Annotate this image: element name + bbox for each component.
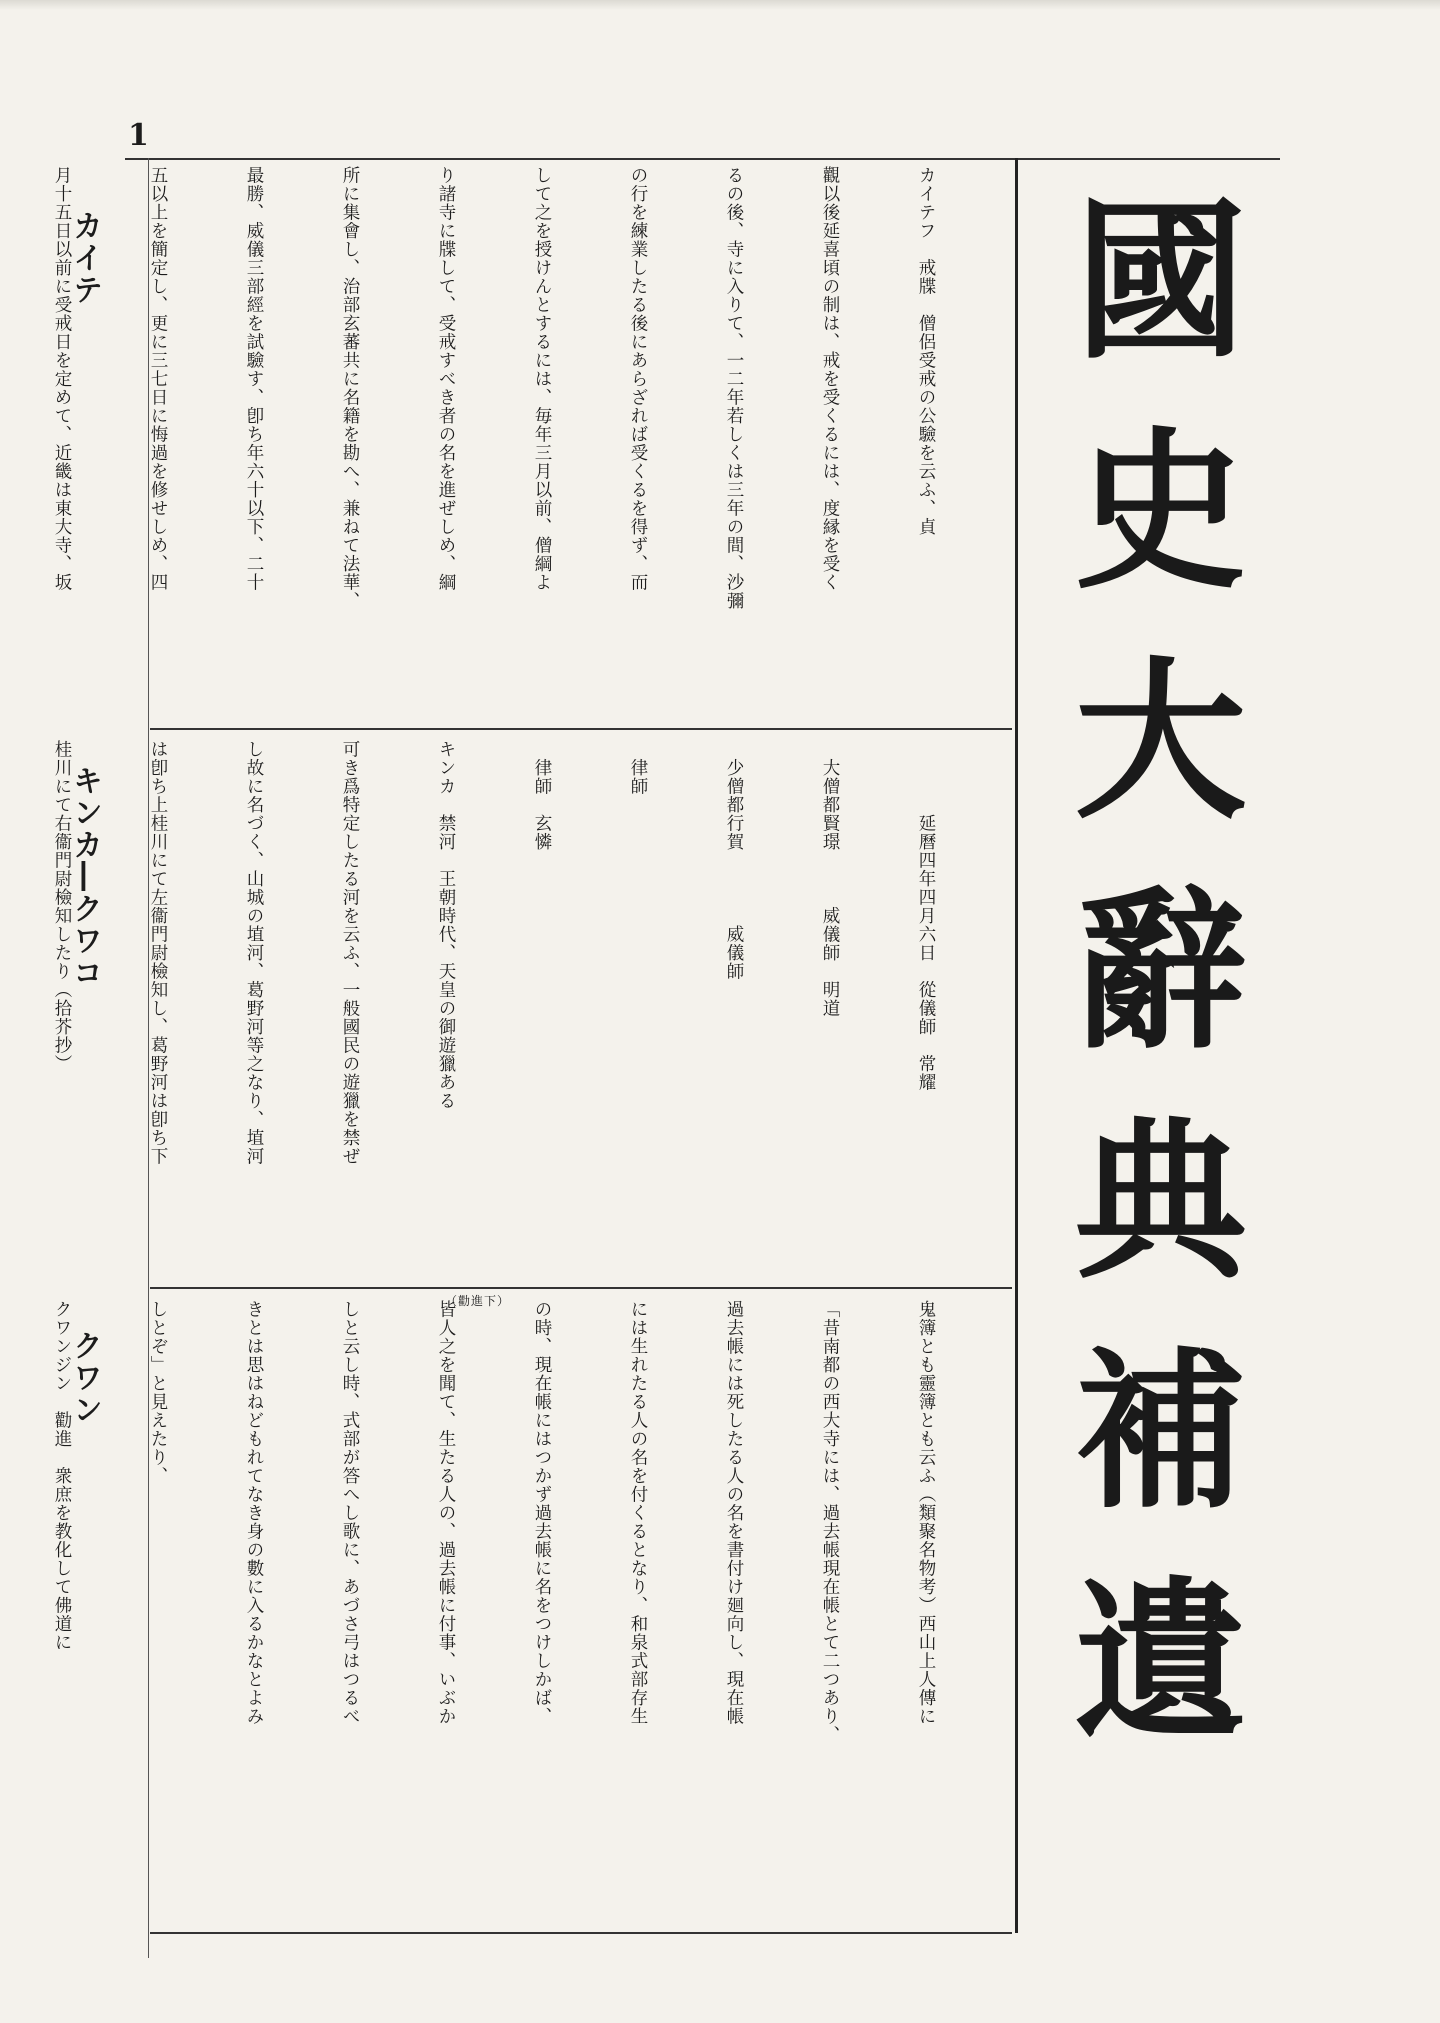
page-title: 國史大辭典補遺	[1046, 190, 1247, 1800]
text-line: 鬼簿とも靈簿とも云ふ（類聚名物考）西山上人傳に	[916, 1300, 936, 1726]
entry-section-kuwanjin	[52, 1290, 1012, 1930]
section-divider	[150, 1287, 1012, 1289]
text-line: 桂川にて右衞門尉檢知したり（拾芥抄）	[52, 740, 72, 1073]
margin-headword: カイテ	[67, 210, 102, 306]
entry-text-column	[0, 1290, 1012, 1940]
page-number: 1	[128, 118, 149, 153]
entry-text-column	[0, 730, 1012, 1295]
text-line: 月十五日以前に受戒日を定めて、近畿は東大寺、坂	[52, 166, 72, 592]
text-line: 過去帳には死したる人の名を書付け廻向し、現在帳	[724, 1300, 744, 1726]
text-line: 所に集會し、治部玄蕃共に名籍を勘へ、兼ねて法華、	[340, 166, 360, 610]
text-line: 最勝、威儀三部經を試驗す、卽ち年六十以下、二十	[244, 166, 264, 592]
text-line: カイテフ 戒牒 僧侶受戒の公驗を云ふ、貞	[916, 166, 936, 536]
margin-headword: キンカ―クワコ	[67, 765, 102, 989]
text-line: 「昔南都の西大寺には、過去帳現在帳とて二つあり、	[820, 1300, 840, 1744]
text-line: の行を練業したる後にあらざれば受くるを得ず、而	[628, 166, 648, 592]
text-line: しと云し時、式部が答へし歌に、あづさ弓はつるべ	[340, 1300, 360, 1726]
text-line: 少僧都行賀 威儀師	[724, 740, 744, 981]
text-line: クワンジン 勸進 衆庶を教化して佛道に	[52, 1300, 72, 1652]
text-line: きとは思はねどもれてなき身の數に入るかなとよみ	[244, 1300, 264, 1726]
text-line: キンカ 禁河 王朝時代、天皇の御遊獵ある	[436, 740, 456, 1110]
text-line: 五以上を簡定し、更に三七日に悔過を修せしめ、四	[148, 166, 168, 592]
text-line: 皆人之を聞て、生たる人の、過去帳に付事、いぶか	[436, 1300, 456, 1726]
text-line: り諸寺に牒して、受戒すべき者の名を進ぜしめ、綱	[436, 166, 456, 592]
text-line: 觀以後延喜頃の制は、戒を受くるには、度縁を受く	[820, 166, 840, 592]
section-divider	[150, 1932, 1012, 1934]
text-line: には生れたる人の名を付くるとなり、和泉式部存生	[628, 1300, 648, 1726]
entry-text-column	[0, 158, 1012, 734]
text-line: 律師 玄憐	[532, 740, 552, 851]
text-line: しとぞ」と見えたり、	[148, 1300, 168, 1485]
title-rule	[1015, 158, 1018, 1933]
text-line: して之を授けんとするには、毎年三月以前、僧綱よ	[532, 166, 552, 592]
continued-label: （勸進下）	[445, 1294, 511, 1308]
text-line: し故に名づく、山城の埴河、葛野河等之なり、埴河	[244, 740, 264, 1166]
scan-edge	[0, 0, 1440, 10]
margin-headword: クワン	[67, 1330, 102, 1426]
text-line: は卽ち上桂川にて左衞門尉檢知し、葛野河は卽ち下	[148, 740, 168, 1166]
text-line: の時、現在帳にはつかず過去帳に名をつけしかば、	[532, 1300, 552, 1726]
text-line: 大僧都賢璟 威儀師 明道	[820, 740, 840, 1018]
text-line: 延曆四年四月六日 從儀師 常耀	[916, 740, 936, 1092]
text-line: 律師	[628, 740, 648, 796]
text-line: るの後、寺に入りて、一二年若しくは三年の間、沙彌	[724, 166, 744, 610]
entry-section-kaitefu	[52, 158, 1012, 726]
text-line: 可き爲特定したる河を云ふ、一般國民の遊獵を禁ぜ	[340, 740, 360, 1166]
